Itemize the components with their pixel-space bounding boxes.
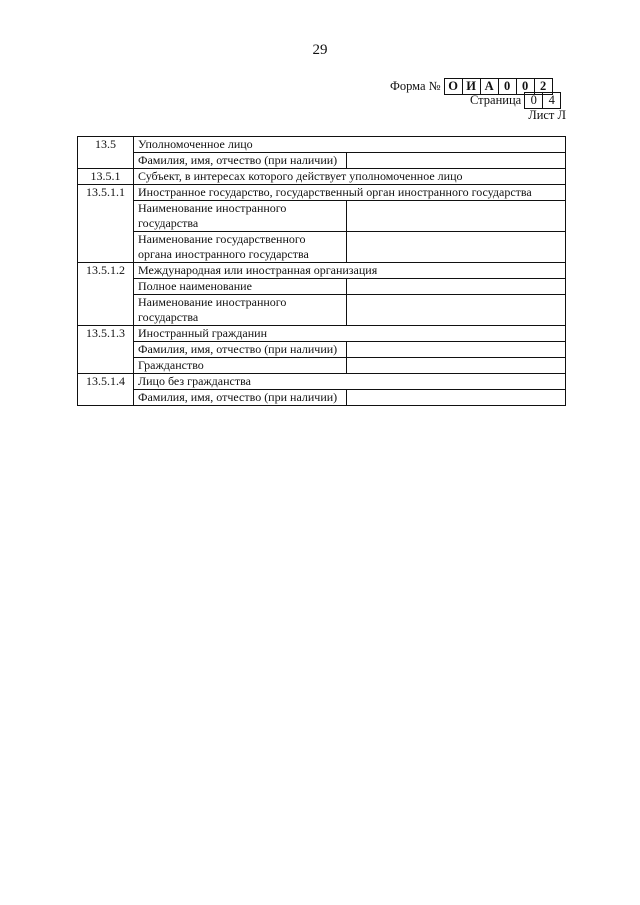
table-row	[78, 153, 566, 169]
field-value	[347, 342, 566, 358]
form-code-char: И	[462, 79, 480, 94]
field-value	[347, 201, 566, 232]
page-code-boxes	[524, 92, 561, 109]
field-value	[347, 232, 566, 263]
field-label: Гражданство	[134, 358, 347, 374]
page-code-char: 0	[530, 93, 537, 107]
field-value	[347, 279, 566, 295]
field-label: Наименование государственного органа иностранного государства	[134, 232, 347, 263]
table-row	[78, 358, 566, 374]
field-label: Фамилия, имя, отчество (при наличии)	[134, 153, 347, 169]
table-row	[78, 342, 566, 358]
row-code: 13.5.1	[78, 169, 134, 185]
section-title: Международная или иностранная организация	[134, 263, 566, 279]
table-row	[78, 137, 566, 153]
row-code: 13.5.1.4	[78, 374, 134, 406]
field-label: Полное наименование	[134, 279, 347, 295]
form-code-char: А	[480, 79, 498, 94]
section-title: Лицо без гражданства	[134, 374, 566, 390]
table-row	[78, 295, 566, 326]
sheet-label: Лист Л	[528, 108, 566, 122]
form-code-char: О	[448, 78, 458, 93]
section-title: Иностранный гражданин	[134, 326, 566, 342]
form-code-char: 2	[534, 79, 552, 94]
field-value	[347, 358, 566, 374]
form-code-char: 0	[498, 79, 516, 94]
page-indicator-label: Страница	[470, 93, 522, 107]
field-label: Наименование иностранного государства	[134, 201, 347, 232]
table-row	[78, 185, 566, 201]
page-indicator-line	[470, 93, 561, 108]
table-row	[78, 232, 566, 263]
row-code: 13.5.1.2	[78, 263, 134, 326]
table-row	[78, 169, 566, 185]
table-row	[78, 263, 566, 279]
field-value	[347, 153, 566, 169]
field-value	[347, 390, 566, 406]
form-code-char: 0	[516, 79, 534, 94]
table-row	[78, 326, 566, 342]
table-row	[78, 374, 566, 390]
row-code: 13.5.1.3	[78, 326, 134, 374]
table-row	[78, 201, 566, 232]
field-label: Фамилия, имя, отчество (при наличии)	[134, 342, 347, 358]
row-code: 13.5.1.1	[78, 185, 134, 263]
section-title: Иностранное государство, государственный орган иностранного государства	[134, 185, 566, 201]
form-number-label: Форма №	[390, 78, 441, 93]
form-table	[77, 136, 566, 406]
table-row	[78, 279, 566, 295]
section-title: Уполномоченное лицо	[134, 137, 566, 153]
field-label: Наименование иностранного государства	[134, 295, 347, 326]
section-title: Субъект, в интересах которого действует уполномоченное лицо	[134, 169, 566, 185]
row-code: 13.5	[78, 137, 134, 169]
field-value	[347, 295, 566, 326]
page-code-char: 4	[542, 93, 560, 108]
field-label: Фамилия, имя, отчество (при наличии)	[134, 390, 347, 406]
table-row	[78, 390, 566, 406]
page-number: 29	[312, 42, 328, 58]
